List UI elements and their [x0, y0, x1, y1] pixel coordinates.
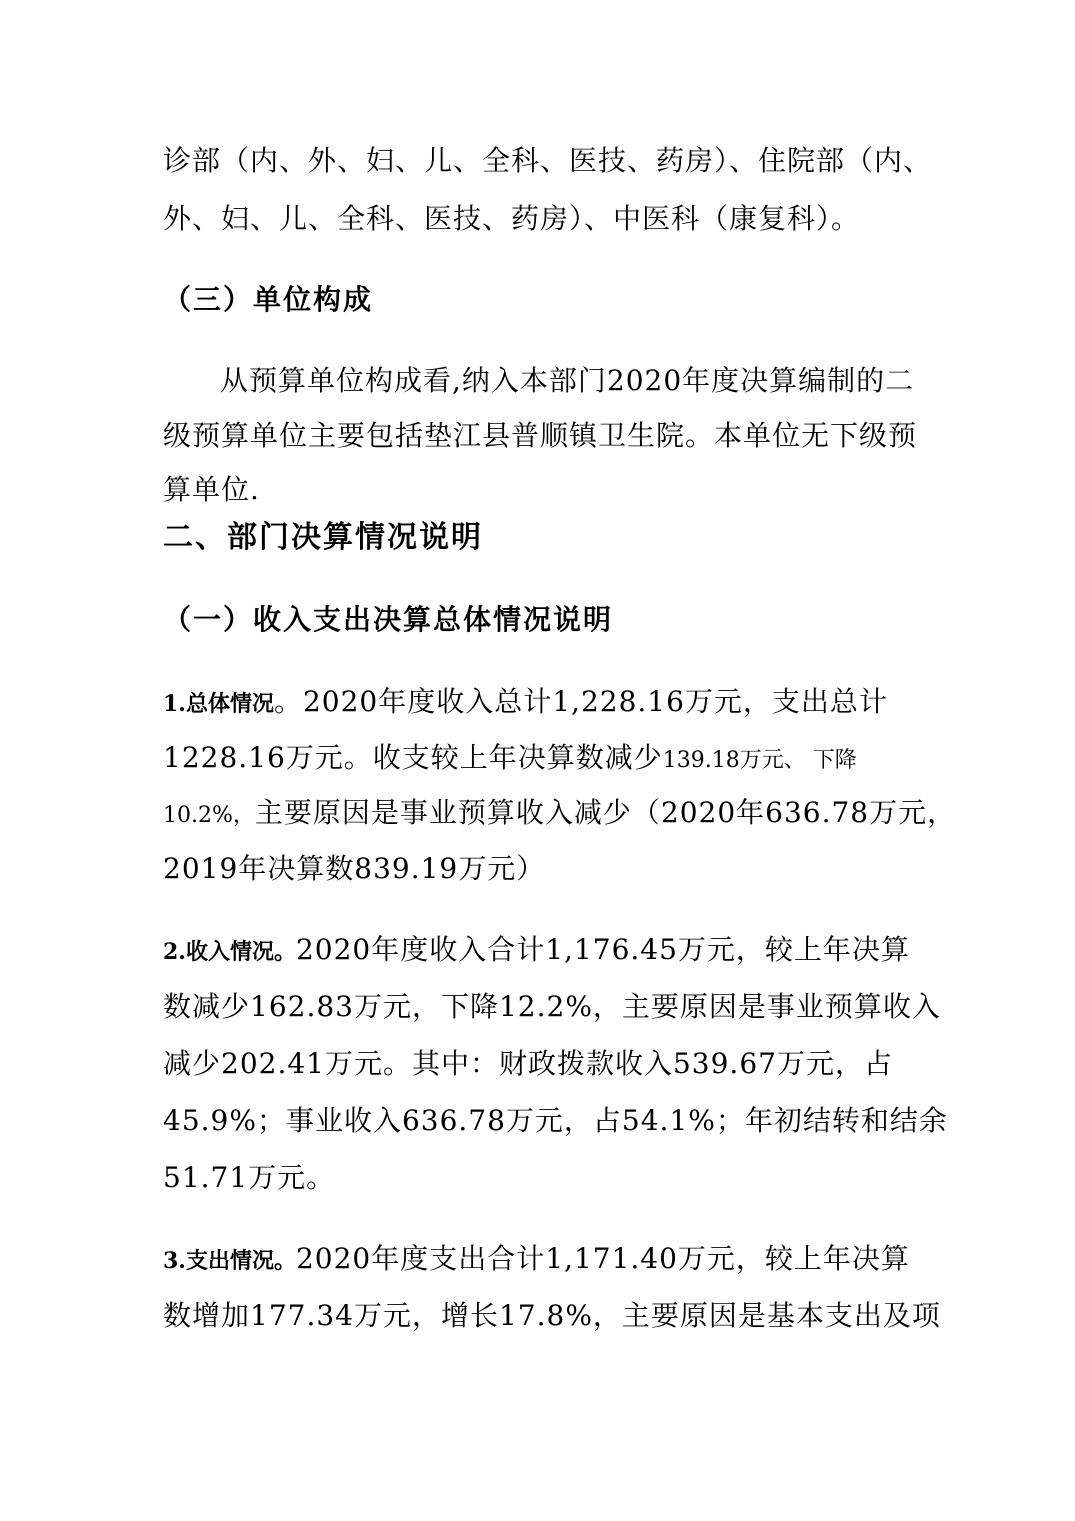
item-1-text: 1228.16万元。收支较上年决算数减少 [163, 741, 663, 774]
paragraph-line: 外、妇、儿、全科、医技、药房）、中医科（康复科）。 [163, 202, 861, 235]
item-2-text: 2020年度收入合计1,176.45万元，较上年决算 [295, 933, 910, 966]
item-1-text-small: 139.18万元、 下降 [662, 748, 857, 773]
item-3-line-1 [163, 1241, 910, 1279]
paragraph-line: 数减少162.83万元，下降12.2%，主要原因是事业预算收入 [163, 990, 941, 1023]
paragraph-line: 45.9%；事业收入636.78万元，占54.1%；年初结转和结余 [163, 1104, 948, 1137]
paragraph-line: 减少202.41万元。其中：财政拨款收入539.67万元，占 [163, 1047, 893, 1080]
item-1-lead: 1.总体情况 [163, 691, 274, 717]
paragraph-line: 51.71万元。 [163, 1161, 336, 1194]
subsection-heading-overview: （一）收入支出决算总体情况说明 [163, 603, 614, 636]
item-3-lead: 3.支出情况。 [163, 1248, 296, 1274]
item-3-text: 2020年度支出合计1,171.40万元，较上年决算 [295, 1242, 910, 1275]
item-1-text: 。2020年度收入总计1,228.16万元，支出总计 [273, 685, 888, 718]
paragraph-line: 诊部（内、外、妇、儿、全科、医技、药房）、住院部（内、 [163, 144, 933, 177]
item-1-text: 主要原因是事业预算收入减少（2020年636.78万元， [254, 796, 957, 829]
paragraph-line: 算单位. [163, 473, 260, 506]
item-1-line-3 [163, 795, 956, 834]
subsection-heading-unit-composition: （三）单位构成 [163, 283, 374, 316]
item-1-line-1 [163, 684, 888, 722]
paragraph-line: 2019年决算数839.19万元） [163, 852, 546, 885]
item-1-text-small: 10.2%， [163, 803, 255, 828]
paragraph-line: 从预算单位构成看,纳入本部门2020年度决算编制的二 [220, 364, 915, 397]
section-heading: 二、部门决算情况说明 [163, 520, 483, 555]
paragraph-line: 数增加177.34万元，增长17.8%，主要原因是基本支出及项 [163, 1299, 941, 1332]
paragraph-line: 级预算单位主要包括垫江县普顺镇卫生院。本单位无下级预 [163, 419, 918, 452]
item-1-line-2 [163, 740, 857, 779]
item-2-line-1 [163, 932, 910, 970]
item-2-lead: 2.收入情况。 [163, 939, 296, 965]
